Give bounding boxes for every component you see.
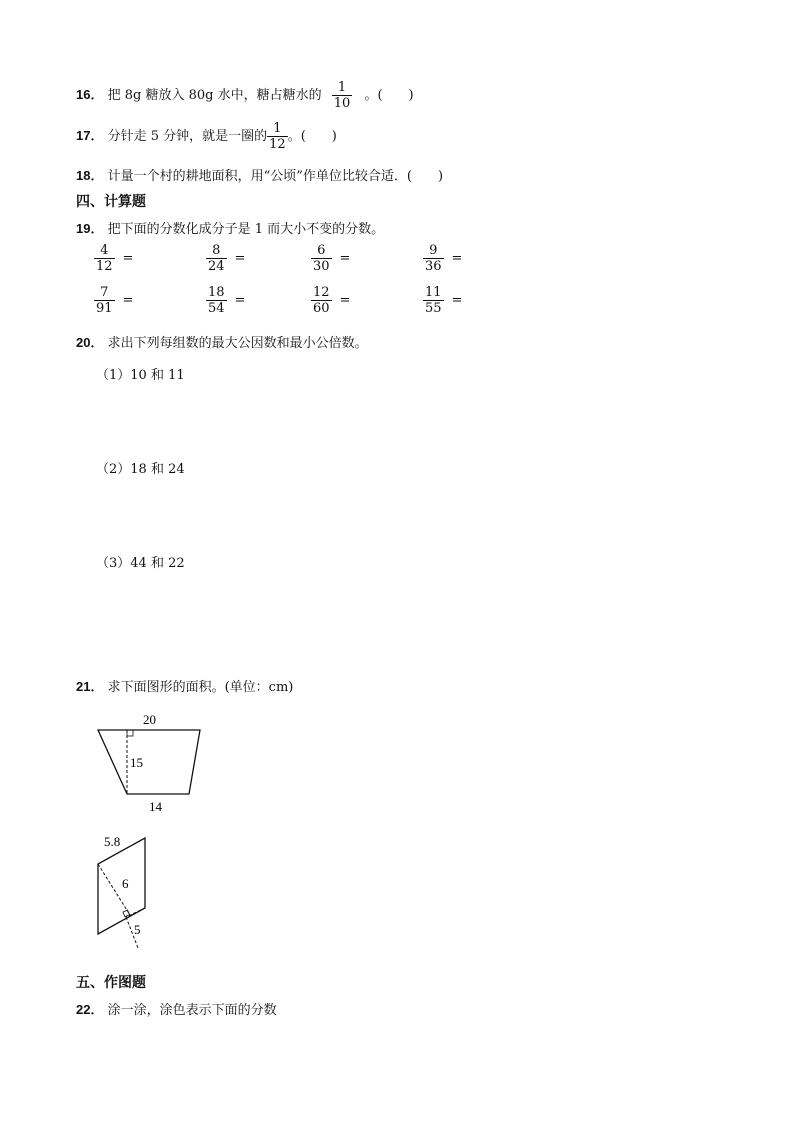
fraction-item[interactable]: $\frac{4}{12}$ = [96,243,134,274]
question-text: 把下面的分数化成分子是 1 而大小不变的分数。 [107,222,385,237]
fraction-item[interactable]: $\frac{11}{55}$ = [425,285,463,316]
right-angle-mark [123,910,130,917]
right-angle-mark [127,730,133,736]
section-heading-drawing: 五、作图题 [76,974,146,990]
question-17 [76,121,337,152]
height-label: 15 [130,755,143,770]
sub-question-2[interactable]: （2）18 和 24 [96,462,185,477]
question-number: 16． [76,87,104,102]
question-19 [76,218,384,237]
fraction-item[interactable]: $\frac{8}{24}$ = [208,243,246,274]
fraction-numerator: 1 [337,80,347,95]
sub-question-1[interactable]: （1）10 和 11 [96,368,185,383]
height-label-2: 5 [134,922,141,937]
answer-blank[interactable]: 。( ) [287,129,337,144]
trapezoid-outline [98,730,200,794]
question-18 [76,165,443,184]
question-text: 把 8g 糖放入 80g 水中，糖占糖水的 [107,88,322,103]
fraction-numerator: 1 [273,121,282,136]
fraction-denominator: 10 [333,96,351,111]
answer-blank[interactable]: 。( ) [364,88,414,103]
question-number: 22． [76,1002,104,1017]
question-number: 17． [76,128,104,143]
fraction-item[interactable]: $\frac{12}{60}$ = [313,285,351,316]
fraction-item[interactable]: $\frac{6}{30}$ = [313,243,351,274]
question-number: 21． [76,679,104,694]
fraction [332,80,353,111]
side-label: 5.8 [104,834,121,849]
trapezoid-figure [90,706,220,818]
section-heading-calculation: 四、计算题 [76,193,146,209]
fraction-denominator: 12 [269,137,286,152]
question-16 [76,80,414,111]
question-text: 求出下列每组数的最大公因数和最小公倍数。 [107,336,368,351]
question-21 [76,676,293,695]
question-text: 求下面图形的面积。(单位：cm) [107,680,294,695]
question-text: 分针走 5 分钟，就是一圈的 [107,129,268,144]
fraction-item[interactable]: $\frac{9}{36}$ = [425,243,463,274]
fraction-item[interactable]: $\frac{18}{54}$ = [208,285,246,316]
question-number: 20． [76,335,104,350]
question-number: 18． [76,168,104,183]
parallelogram-figure [90,826,180,966]
sub-question-3[interactable]: （3）44 和 22 [96,556,185,571]
fraction-item[interactable]: $\frac{7}{91}$ = [96,285,134,316]
question-number: 19． [76,221,104,236]
fraction [267,121,288,152]
height-label-1: 6 [122,876,129,891]
question-text: 涂一涂，涂色表示下面的分数 [107,1003,277,1018]
question-text[interactable]: 计量一个村的耕地面积，用“公顷”作单位比较合适．( ) [107,169,444,184]
top-base-label: 20 [143,712,156,727]
bottom-base-label: 14 [149,799,162,814]
question-20 [76,332,368,351]
question-22 [76,999,277,1018]
